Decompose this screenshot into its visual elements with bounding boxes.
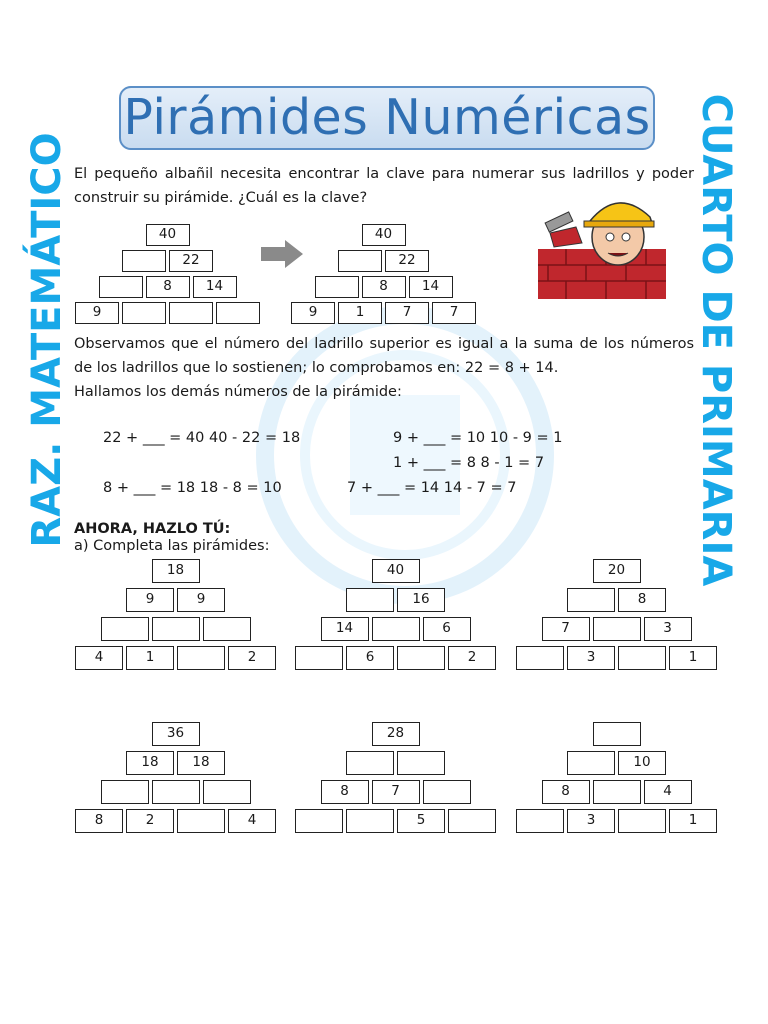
brick-r3-c3[interactable]: 4 [644, 780, 692, 804]
brick-r4-c3[interactable] [169, 302, 213, 324]
brick-r3-c1[interactable] [99, 276, 143, 298]
brick-r2-c1[interactable] [338, 250, 382, 272]
exercise-heading: AHORA, HAZLO TÚ: [74, 521, 231, 537]
brick-r1-c1[interactable]: 36 [152, 722, 200, 746]
brick-r4-c2[interactable]: 3 [567, 646, 615, 670]
equation-2: 9 + ___ = 10 10 - 9 = 1 [393, 430, 563, 446]
observation-text: Observamos que el número del ladrillo superior es igual a la suma de los números de los ladrillos que lo sostienen; lo comprobamos en: 22 = 8 + 14. [74, 336, 694, 376]
brick-r3-c1[interactable]: 14 [321, 617, 369, 641]
brick-r4-c1[interactable]: 4 [75, 646, 123, 670]
brick-r4-c2[interactable]: 2 [126, 809, 174, 833]
brick-r4-c3[interactable] [618, 809, 666, 833]
brick-r4-c3[interactable] [177, 809, 225, 833]
brick-r3-c1[interactable]: 7 [542, 617, 590, 641]
brick-r4-c4[interactable]: 2 [228, 646, 276, 670]
equation-5: 7 + ___ = 14 14 - 7 = 7 [347, 480, 517, 496]
equation-4: 8 + ___ = 18 18 - 8 = 10 [103, 480, 282, 496]
brick-r4-c2[interactable] [346, 809, 394, 833]
brick-r2-c1[interactable] [567, 588, 615, 612]
brick-r4-c4[interactable]: 7 [432, 302, 476, 324]
brick-r2-c2[interactable]: 8 [618, 588, 666, 612]
brick-r2-c2[interactable]: 16 [397, 588, 445, 612]
brick-r4-c1[interactable]: 8 [75, 809, 123, 833]
brick-r4-c4[interactable]: 1 [669, 809, 717, 833]
brick-r3-c2[interactable] [372, 617, 420, 641]
brick-r2-c1[interactable] [346, 588, 394, 612]
brick-r4-c3[interactable] [618, 646, 666, 670]
brick-r1-c1[interactable]: 40 [372, 559, 420, 583]
page-title: Pirámides Numéricas [123, 89, 651, 146]
equation-1: 22 + ___ = 40 40 - 22 = 18 [103, 430, 301, 446]
brick-r3-c1[interactable]: 8 [321, 780, 369, 804]
exercise-pyramid-4 [75, 722, 276, 833]
exercise-instruction: a) Completa las pirámides: [74, 538, 270, 554]
brick-r2-c1[interactable] [567, 751, 615, 775]
brick-r3-c1[interactable] [101, 780, 149, 804]
brick-r1-c1[interactable]: 40 [146, 224, 190, 246]
brick-r4-c4[interactable]: 1 [669, 646, 717, 670]
brick-r1-c1[interactable]: 18 [152, 559, 200, 583]
brick-r4-c2[interactable]: 1 [126, 646, 174, 670]
brick-r3-c3[interactable] [203, 780, 251, 804]
brick-r2-c1[interactable] [346, 751, 394, 775]
brick-r3-c2[interactable] [152, 617, 200, 641]
intro-text: El pequeño albañil necesita encontrar la clave para numerar sus ladrillos y poder construir su pirámide. ¿Cuál es la clave? [74, 166, 694, 206]
brick-r4-c3[interactable]: 5 [397, 809, 445, 833]
brick-r4-c1[interactable] [295, 646, 343, 670]
brick-r4-c2[interactable]: 1 [338, 302, 382, 324]
exercise-pyramid-3 [516, 559, 717, 670]
brick-r4-c1[interactable] [516, 646, 564, 670]
brick-r4-c1[interactable]: 9 [75, 302, 119, 324]
brick-r3-c3[interactable] [423, 780, 471, 804]
brick-r4-c2[interactable] [122, 302, 166, 324]
brick-r4-c4[interactable] [216, 302, 260, 324]
brick-r1-c1[interactable]: 20 [593, 559, 641, 583]
brick-r3-c3[interactable]: 14 [409, 276, 453, 298]
side-grade-label: CUARTO DE PRIMARIA [693, 93, 739, 587]
brick-r4-c1[interactable]: 9 [291, 302, 335, 324]
brick-r4-c4[interactable]: 2 [448, 646, 496, 670]
brick-r1-c1[interactable]: 40 [362, 224, 406, 246]
example-pyramid-complete [291, 224, 476, 324]
hallamos-text: Hallamos los demás números de la pirámide: [74, 384, 402, 400]
bricklayer-illustration [536, 187, 666, 299]
brick-r2-c2[interactable] [397, 751, 445, 775]
exercise-pyramid-5 [295, 722, 496, 833]
brick-r4-c3[interactable] [177, 646, 225, 670]
brick-r2-c2[interactable]: 18 [177, 751, 225, 775]
brick-r2-c2[interactable]: 9 [177, 588, 225, 612]
brick-r2-c1[interactable]: 18 [126, 751, 174, 775]
brick-r4-c4[interactable] [448, 809, 496, 833]
brick-r2-c2[interactable]: 10 [618, 751, 666, 775]
equation-3: 1 + ___ = 8 8 - 1 = 7 [393, 455, 545, 471]
brick-r3-c3[interactable]: 3 [644, 617, 692, 641]
brick-r1-c1[interactable] [593, 722, 641, 746]
brick-r4-c4[interactable]: 4 [228, 809, 276, 833]
brick-r2-c1[interactable] [122, 250, 166, 272]
brick-r4-c1[interactable] [295, 809, 343, 833]
brick-r3-c2[interactable]: 7 [372, 780, 420, 804]
brick-r3-c2[interactable] [593, 780, 641, 804]
brick-r3-c2[interactable]: 8 [146, 276, 190, 298]
brick-r1-c1[interactable]: 28 [372, 722, 420, 746]
exercise-pyramid-1 [75, 559, 276, 670]
brick-r4-c1[interactable] [516, 809, 564, 833]
brick-r3-c1[interactable] [101, 617, 149, 641]
exercise-pyramid-6 [516, 722, 717, 833]
arrow-right-icon [261, 240, 303, 268]
brick-r2-c2[interactable]: 22 [169, 250, 213, 272]
brick-r4-c3[interactable] [397, 646, 445, 670]
brick-r4-c2[interactable]: 3 [567, 809, 615, 833]
example-pyramid-incomplete [75, 224, 260, 324]
brick-r3-c2[interactable]: 8 [362, 276, 406, 298]
brick-r2-c1[interactable]: 9 [126, 588, 174, 612]
exercise-pyramid-2 [295, 559, 496, 670]
brick-r4-c3[interactable]: 7 [385, 302, 429, 324]
brick-r4-c2[interactable]: 6 [346, 646, 394, 670]
brick-r3-c3[interactable]: 6 [423, 617, 471, 641]
brick-r3-c3[interactable]: 14 [193, 276, 237, 298]
side-subject-label: RAZ. MATEMÁTICO [24, 132, 70, 548]
brick-r3-c1[interactable]: 8 [542, 780, 590, 804]
brick-r3-c1[interactable] [315, 276, 359, 298]
brick-r3-c2[interactable] [593, 617, 641, 641]
brick-r2-c2[interactable]: 22 [385, 250, 429, 272]
brick-r3-c2[interactable] [152, 780, 200, 804]
brick-r3-c3[interactable] [203, 617, 251, 641]
